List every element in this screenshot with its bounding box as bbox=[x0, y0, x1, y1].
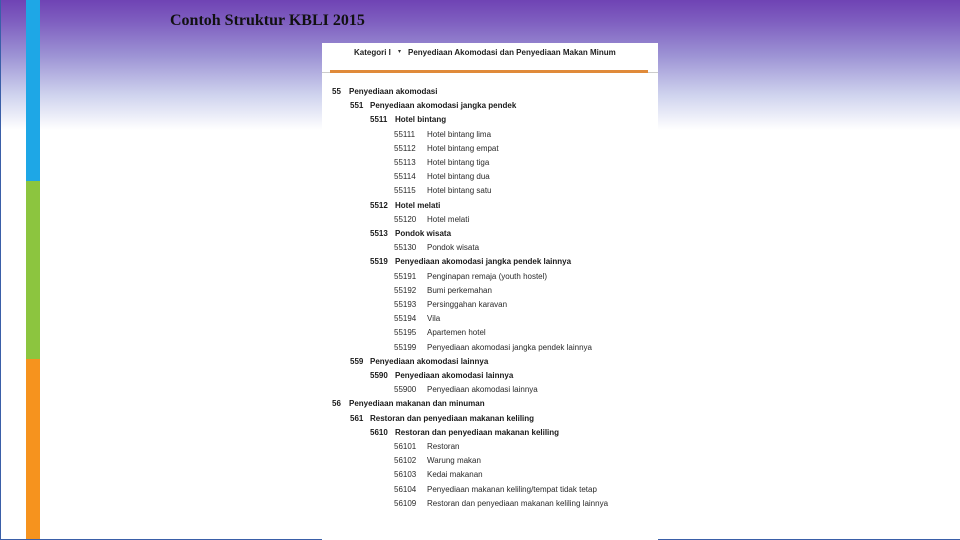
kbli-description: Penyediaan akomodasi jangka pendek lainnya bbox=[427, 342, 593, 352]
kbli-entry-row bbox=[322, 286, 658, 298]
kbli-code: 5511 bbox=[370, 115, 388, 125]
kbli-code: 5519 bbox=[370, 257, 388, 267]
kbli-code: 5513 bbox=[370, 229, 388, 238]
kbli-code: 56 bbox=[332, 399, 341, 409]
kbli-entry-row bbox=[322, 485, 658, 497]
kbli-entry-row bbox=[322, 428, 658, 440]
kbli-description: Kedai makanan bbox=[427, 470, 483, 480]
header-divider bbox=[330, 70, 648, 73]
kbli-entry-row bbox=[322, 470, 658, 482]
kbli-description: Penyediaan akomodasi lainnya bbox=[427, 385, 538, 395]
kbli-entry-row bbox=[322, 371, 658, 383]
kbli-description: Penyediaan akomodasi lainnya bbox=[395, 371, 514, 380]
kbli-entry-row bbox=[322, 243, 658, 255]
kbli-description: Pondok wisata bbox=[395, 229, 452, 238]
accent-stripe-blue bbox=[26, 0, 40, 181]
kbli-description: Restoran bbox=[427, 442, 460, 451]
accent-stripe-green bbox=[26, 181, 40, 359]
kbli-description: Restoran dan penyediaan makanan keliling lainnya bbox=[427, 498, 609, 508]
kbli-code: 55199 bbox=[394, 342, 417, 352]
kbli-code: 56102 bbox=[394, 456, 417, 466]
kbli-description: Apartemen hotel bbox=[427, 328, 486, 338]
kbli-description: Hotel bintang empat bbox=[427, 143, 499, 153]
slide-frame-left bbox=[0, 0, 1, 540]
kbli-code: 55194 bbox=[394, 314, 417, 324]
kbli-entry-row bbox=[322, 442, 658, 454]
kbli-code: 56109 bbox=[394, 498, 417, 508]
kbli-description: Penyediaan akomodasi bbox=[349, 87, 438, 96]
accent-stripe-orange bbox=[26, 359, 40, 540]
kbli-description: Hotel bintang tiga bbox=[427, 158, 490, 167]
kbli-entry-row bbox=[322, 357, 658, 369]
kbli-entry-row bbox=[322, 144, 658, 156]
kbli-description: Hotel melati bbox=[395, 200, 441, 210]
kbli-description: Warung makan bbox=[427, 456, 481, 466]
kbli-description: Hotel bintang satu bbox=[427, 186, 492, 196]
kbli-code: 5590 bbox=[370, 371, 388, 380]
kbli-code: 55192 bbox=[394, 285, 417, 295]
kbli-entry-row bbox=[322, 186, 658, 198]
kbli-code: 561 bbox=[350, 413, 364, 423]
kbli-description: Bumi perkemahan bbox=[427, 285, 492, 295]
kbli-description: Persinggahan karavan bbox=[427, 300, 508, 309]
kbli-description: Penyediaan makanan dan minuman bbox=[349, 399, 485, 409]
kbli-code: 559 bbox=[350, 356, 364, 366]
kbli-code: 55111 bbox=[394, 129, 416, 139]
kbli-entry-row bbox=[322, 499, 658, 511]
kbli-code: 551 bbox=[350, 101, 364, 111]
kbli-entry-row bbox=[322, 328, 658, 340]
kbli-code: 56103 bbox=[394, 470, 417, 480]
kbli-description: Hotel bintang lima bbox=[427, 129, 492, 139]
kbli-code: 55900 bbox=[394, 385, 417, 395]
category-label: Kategori I bbox=[354, 48, 391, 57]
kbli-entry-row bbox=[322, 257, 658, 269]
kbli-code: 5610 bbox=[370, 427, 388, 437]
kbli-code: 56101 bbox=[394, 442, 417, 451]
kbli-description: Penyediaan akomodasi lainnya bbox=[370, 356, 489, 366]
kbli-description: Penyediaan makanan keliling/tempat tidak tetap bbox=[427, 484, 597, 494]
kbli-code: 55 bbox=[332, 87, 341, 96]
kbli-description: Hotel bintang dua bbox=[427, 172, 490, 182]
kbli-code: 55113 bbox=[394, 158, 416, 167]
kbli-code: 55191 bbox=[394, 271, 417, 281]
kbli-entry-row bbox=[322, 87, 658, 99]
kbli-code: 55130 bbox=[394, 243, 417, 253]
kbli-code: 55112 bbox=[394, 143, 416, 153]
kbli-entry-row bbox=[322, 201, 658, 213]
category-title: Penyediaan Akomodasi dan Penyediaan Makan Minum bbox=[408, 48, 616, 57]
kbli-entry-row bbox=[322, 215, 658, 227]
kbli-entry-row bbox=[322, 101, 658, 113]
kbli-code: 55115 bbox=[394, 186, 416, 196]
kbli-description: Penginapan remaja (youth hostel) bbox=[427, 271, 548, 281]
kbli-description: Restoran dan penyediaan makanan keliling bbox=[370, 413, 535, 423]
kbli-entry-row bbox=[322, 343, 658, 355]
kbli-entry-row bbox=[322, 229, 658, 241]
kbli-document-image bbox=[322, 43, 658, 540]
kbli-entry-row bbox=[322, 272, 658, 284]
kbli-entry-row bbox=[322, 385, 658, 397]
kbli-entry-row bbox=[322, 414, 658, 426]
kbli-description: Vila bbox=[427, 314, 441, 324]
kbli-description: Hotel bintang bbox=[395, 115, 447, 125]
kbli-description: Pondok wisata bbox=[427, 243, 480, 253]
kbli-entry-row bbox=[322, 115, 658, 127]
kbli-code: 55120 bbox=[394, 214, 417, 224]
kbli-code: 55114 bbox=[394, 172, 416, 182]
kbli-description: Restoran dan penyediaan makanan keliling bbox=[395, 427, 560, 437]
category-header bbox=[322, 43, 658, 73]
dropdown-arrow-icon: ▾ bbox=[398, 49, 402, 55]
kbli-code: 5512 bbox=[370, 200, 388, 210]
kbli-entry-row bbox=[322, 456, 658, 468]
kbli-code: 56104 bbox=[394, 484, 417, 494]
kbli-description: Penyediaan akomodasi jangka pendek lainnya bbox=[395, 257, 572, 267]
kbli-entry-row bbox=[322, 172, 658, 184]
kbli-entry-row bbox=[322, 399, 658, 411]
kbli-entry-row bbox=[322, 130, 658, 142]
slide-title: Contoh Struktur KBLI 2015 bbox=[170, 12, 365, 29]
kbli-entry-row bbox=[322, 300, 658, 312]
kbli-code: 55193 bbox=[394, 300, 417, 309]
kbli-code: 55195 bbox=[394, 328, 417, 338]
kbli-description: Hotel melati bbox=[427, 214, 470, 224]
kbli-entry-row bbox=[322, 158, 658, 170]
kbli-description: Penyediaan akomodasi jangka pendek bbox=[370, 101, 517, 111]
kbli-entry-row bbox=[322, 314, 658, 326]
